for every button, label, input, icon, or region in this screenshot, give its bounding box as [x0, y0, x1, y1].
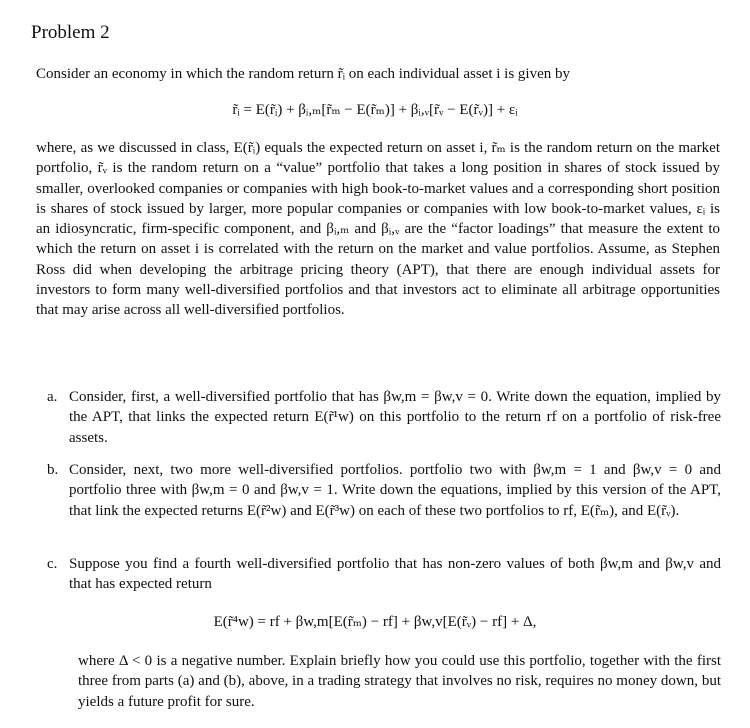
assumptions-paragraph: where, as we discussed in class, E(r̃ᵢ) equals the expected return on asset i, r̃ₘ is the random return on the market portfolio, r̃ᵥ is the random return on a “value” portfolio that takes a long position in shares of stock issued by smaller, overlooked companies or companies with high book-to-market values and a corresponding short position is shares of stock issued by larger, more popular companies or companies with low book-to-market values, εᵢ is an idiosyncratic, firm-specific component, and βᵢ,ₘ and βᵢ,ᵥ are the “factor loadings” that measure the extent to which the return on asset i is correlated with the return on the market and value portfolios. Assume, as Stephen Ross did when developing the arbitrage pricing theory (APT), that there are enough individual assets for investors to form many well-diversified portfolios and that investors act to eliminate all arbitrage opportunities that may arise across all well-diversified portfolios.: [36, 140, 720, 319]
question-a: [47, 387, 721, 448]
intro-paragraph: Consider an economy in which the random return r̃ᵢ on each individual asset i is given by: [36, 66, 570, 82]
question-a-text: Consider, first, a well-diversified portfolio that has βw,m = βw,v = 0. Write down the equation, implied by the APT, that links the expected return E(r̃¹w) on this portfolio to the return rf on a portfolio of risk-free assets.: [69, 389, 721, 446]
question-b: [47, 460, 721, 521]
question-c: [47, 554, 721, 595]
problem-title: Problem 2: [31, 22, 110, 43]
fourth-portfolio-equation: E(r̃⁴w) = rf + βw,m[E(r̃ₘ) − rf] + βw,v[E(r̃ᵥ) − rf] + Δ,: [213, 614, 537, 630]
question-b-marker: b.: [47, 462, 59, 478]
return-equation: r̃ᵢ = E(r̃ᵢ) + βᵢ,ₘ[r̃ₘ − E(r̃ₘ)] + βᵢ,ᵥ[r̃ᵥ − E(r̃ᵥ)] + εᵢ: [232, 102, 518, 118]
question-c-followup: where Δ < 0 is a negative number. Explain briefly how you could use this portfolio, together with the first three from parts (a) and (b), above, in a trading strategy that involves no risk, requires no money down, but yields a future profit for sure.: [78, 653, 721, 710]
question-b-text: Consider, next, two more well-diversified portfolios. portfolio two with βw,m = 1 and βw,v = 0 and portfolio three with βw,m = 0 and βw,v = 1. Write down the equations, implied by this version of the APT, that link the expected returns E(r̃²w) and E(r̃³w) on each of these two portfolios to rf, E(r̃ₘ), and E(r̃ᵥ).: [69, 462, 721, 519]
question-a-marker: a.: [47, 389, 58, 405]
question-c-text: Suppose you find a fourth well-diversified portfolio that has non-zero values of both βw,m and βw,v and that has expected return: [69, 556, 721, 593]
question-c-marker: c.: [47, 556, 58, 572]
